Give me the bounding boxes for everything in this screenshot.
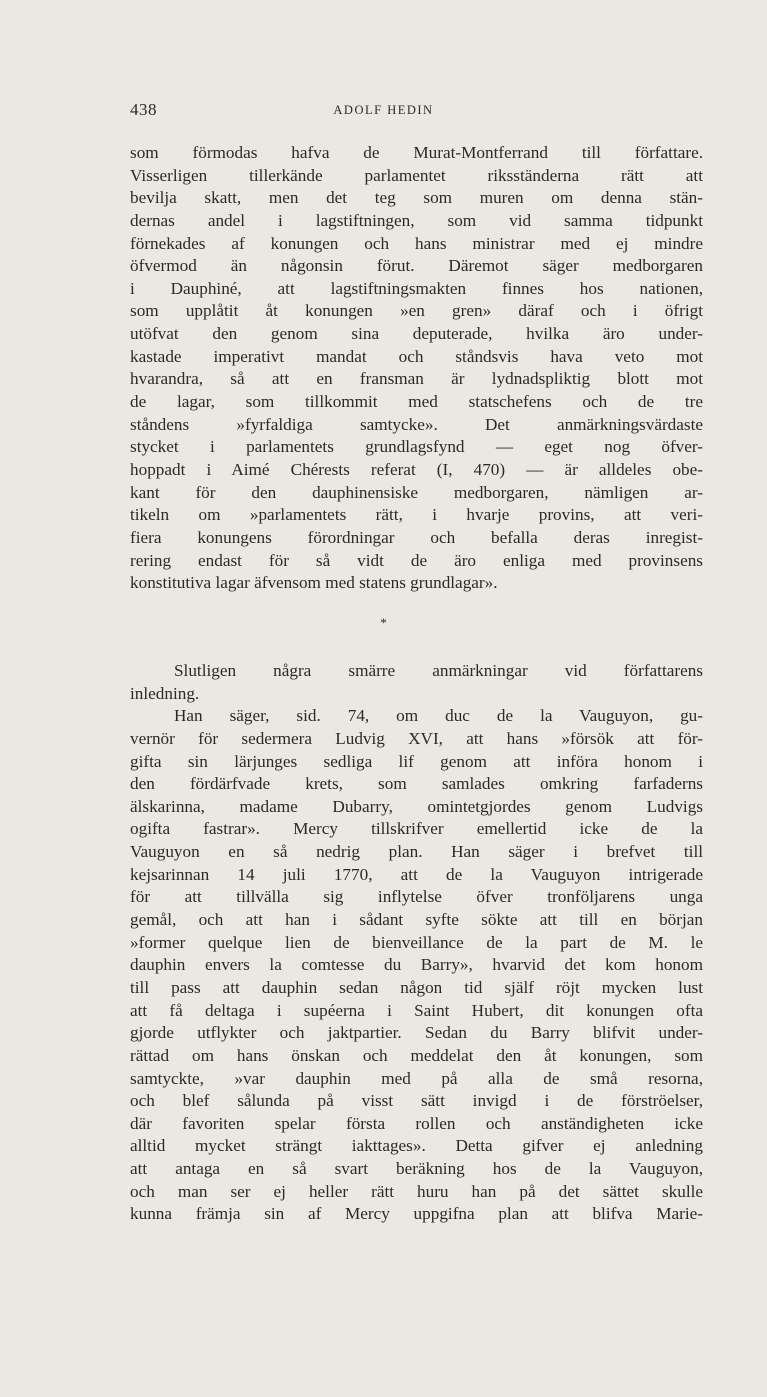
text-line: hvarandra, så att en fransman är lydnadspliktig blott mot	[130, 369, 703, 389]
text-line: kant för den dauphinensiske medborgaren, nämligen ar-	[130, 482, 703, 502]
text-line: hoppadt i Aimé Chérests referat (I, 470) — är alldeles obe-	[130, 459, 703, 479]
text-line: kunna främja sin af Mercy uppgifna plan att blifva Marie-	[130, 1204, 703, 1224]
paragraph-parliament	[130, 142, 703, 595]
text-line: utöfvat den genom sina deputerade, hvilka äro under-	[130, 324, 703, 344]
text-line: älskarinna, madame Dubarry, omintetgjordes genom Ludvigs	[130, 796, 703, 816]
text-line: fiera konungens förordningar och befalla deras inregist-	[130, 527, 703, 547]
text-line: som förmodas hafva de Murat-Montferrand till författare.	[130, 143, 703, 162]
text-line: Visserligen tillerkände parlamentet riksständerna rätt att	[130, 165, 703, 185]
text-line: alltid mycket strängt iakttages». Detta gifver ej anledning	[130, 1136, 703, 1156]
paragraph-introduction-remarks	[130, 660, 703, 1226]
text-line: »former quelque lien de bienveillance de la part de M. le	[130, 932, 703, 952]
text-line: där favoriten spelar första rollen och anständigheten icke	[130, 1113, 703, 1133]
text-line: att få deltaga i supéerna i Saint Hubert, dit konungen ofta	[130, 1000, 703, 1020]
text-line: och man ser ej heller rätt huru han på det sättet skulle	[130, 1181, 703, 1201]
text-line: Vauguyon en så nedrig plan. Han säger i brefvet till	[130, 842, 703, 862]
text-line: gjorde utflykter och jaktpartier. Sedan du Barry blifvit under-	[130, 1023, 703, 1043]
text-line: gemål, och att han i sådant syfte sökte att till en början	[130, 910, 703, 930]
text-line: kastade imperativt mandat och ståndsvis hava veto mot	[130, 346, 703, 366]
text-line: inledning.	[130, 683, 200, 703]
text-line: dernas andel i lagstiftningen, som vid samma tidpunkt	[130, 210, 703, 230]
text-line: gifta sin lärjunges sedliga lif genom att införa honom i	[130, 751, 703, 771]
text-line: rättad om hans önskan och meddelat den åt konungen, som	[130, 1045, 703, 1065]
text-line: ogifta fastrar». Mercy tillskrifver emellertid icke de la	[130, 819, 703, 839]
text-line: Han säger, sid. 74, om duc de la Vauguyon, gu-	[174, 706, 703, 726]
text-line: konstitutiva lagar äfvensom med statens grundlagar».	[130, 573, 498, 593]
text-line: kejsarinnan 14 juli 1770, att de la Vauguyon intrigerade	[130, 864, 703, 884]
text-line: de lagar, som tillkommit med statschefens och de tre	[130, 392, 703, 412]
text-line: förnekades af konungen och hans ministrar med ej mindre	[130, 233, 703, 253]
page-number: 438	[130, 100, 157, 119]
text-line: vernör för sedermera Ludvig XVI, att hans »försök att för-	[130, 728, 703, 748]
text-line: att antaga en så svart beräkning hos de la Vauguyon,	[130, 1159, 703, 1179]
text-line: som upplåtit åt konungen »en gren» däraf och i öfrigt	[130, 301, 703, 321]
text-line: öfvermod än någonsin förut. Däremot säger medborgaren	[130, 256, 703, 276]
text-line: för att tillvälla sig inflytelse öfver tronföljarens unga	[130, 887, 703, 907]
text-line: till pass att dauphin sedan någon tid själf röjt mycken lust	[130, 977, 703, 997]
section-separator: *	[380, 615, 387, 630]
text-line: Slutligen några smärre anmärkningar vid författarens	[174, 661, 703, 680]
text-line: bevilja skatt, men det teg som muren om denna stän-	[130, 188, 703, 208]
text-line: stycket i parlamentets grundlagsfynd — eget nog öfver-	[130, 437, 703, 457]
text-line: och blef sålunda på visst sätt invigd i de förströelser,	[130, 1091, 703, 1111]
text-line: rering endast för så vidt de äro enliga med provinsens	[130, 550, 703, 570]
text-line: samtyckte, »var dauphin med på alla de små resorna,	[130, 1068, 703, 1088]
text-line: tikeln om »parlamentets rätt, i hvarje provins, att veri-	[130, 505, 703, 525]
text-line: dauphin envers la comtesse du Barry», hvarvid det kom honom	[130, 955, 703, 975]
text-line: ståndens »fyrfaldiga samtycke». Det anmärkningsvärdaste	[130, 414, 703, 434]
running-head: ADOLF HEDIN	[333, 103, 434, 117]
text-line: i Dauphiné, att lagstiftningsmakten finnes hos nationen,	[130, 278, 703, 298]
text-line: den fördärfvade krets, som samlades omkring farfaderns	[130, 774, 703, 794]
